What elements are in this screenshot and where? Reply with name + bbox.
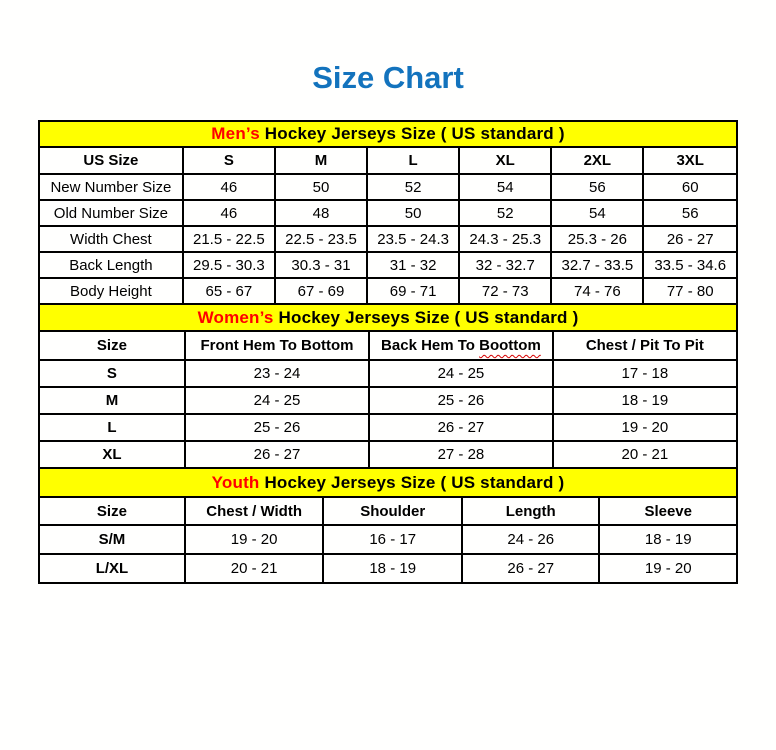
size-value-cell: 69 - 71 [367, 278, 459, 304]
size-value-cell: 19 - 20 [599, 554, 737, 583]
size-value-cell: 54 [551, 200, 643, 226]
size-value-cell: 23.5 - 24.3 [367, 226, 459, 252]
size-value-cell: 21.5 - 22.5 [183, 226, 275, 252]
mens-size-table [38, 120, 738, 305]
size-value-cell: 25 - 26 [185, 414, 369, 441]
size-value-cell: 46 [183, 174, 275, 200]
table-row [39, 278, 737, 304]
womens-size-table [38, 303, 738, 469]
column-header: 3XL [643, 147, 737, 174]
youth-size-table [38, 467, 738, 584]
mens-banner-row [39, 121, 737, 147]
column-header: US Size [39, 147, 183, 174]
row-label: L [39, 414, 185, 441]
size-value-cell: 56 [643, 200, 737, 226]
youth-banner [39, 468, 737, 497]
size-value-cell: 26 - 27 [369, 414, 553, 441]
row-label: Width Chest [39, 226, 183, 252]
column-header [369, 331, 553, 360]
table-row [39, 200, 737, 226]
column-header: Sleeve [599, 497, 737, 525]
size-value-cell: 24 - 25 [185, 387, 369, 414]
misspelled-word: Boottom [479, 337, 541, 354]
youth-size-section [38, 467, 738, 584]
mens-size-section [38, 120, 738, 305]
size-value-cell: 18 - 19 [323, 554, 462, 583]
row-label: M [39, 387, 185, 414]
size-value-cell: 52 [459, 200, 551, 226]
size-value-cell: 17 - 18 [553, 360, 737, 387]
size-value-cell: 50 [275, 174, 367, 200]
size-value-cell: 19 - 20 [185, 525, 324, 554]
mens-header-row [39, 147, 737, 174]
size-value-cell: 19 - 20 [553, 414, 737, 441]
row-label: New Number Size [39, 174, 183, 200]
table-row [39, 441, 737, 468]
column-header: L [367, 147, 459, 174]
banner-highlight-text: Women’s [197, 307, 274, 327]
page-title: Size Chart [312, 60, 464, 95]
size-value-cell: 27 - 28 [369, 441, 553, 468]
size-value-cell: 20 - 21 [553, 441, 737, 468]
column-header: 2XL [551, 147, 643, 174]
column-header: Size [39, 497, 185, 525]
column-header: Size [39, 331, 185, 360]
size-value-cell: 67 - 69 [275, 278, 367, 304]
womens-banner [39, 304, 737, 331]
table-row [39, 360, 737, 387]
column-header: Chest / Pit To Pit [553, 331, 737, 360]
size-value-cell: 18 - 19 [599, 525, 737, 554]
size-value-cell: 26 - 27 [643, 226, 737, 252]
size-value-cell: 24 - 26 [462, 525, 600, 554]
table-row [39, 525, 737, 554]
size-value-cell: 33.5 - 34.6 [643, 252, 737, 278]
size-value-cell: 50 [367, 200, 459, 226]
column-header: Length [462, 497, 600, 525]
row-label: Old Number Size [39, 200, 183, 226]
size-value-cell: 26 - 27 [185, 441, 369, 468]
womens-size-section [38, 303, 738, 469]
row-label: S [39, 360, 185, 387]
size-value-cell: 22.5 - 23.5 [275, 226, 367, 252]
banner-text: Hockey Jerseys Size ( US standard ) [259, 472, 565, 492]
size-value-cell: 31 - 32 [367, 252, 459, 278]
column-header: S [183, 147, 275, 174]
row-label: Back Length [39, 252, 183, 278]
table-row [39, 554, 737, 583]
size-value-cell: 60 [643, 174, 737, 200]
size-value-cell: 30.3 - 31 [275, 252, 367, 278]
size-value-cell: 54 [459, 174, 551, 200]
banner-highlight-text: Youth [211, 472, 260, 492]
mens-banner [39, 121, 737, 147]
table-row [39, 174, 737, 200]
table-row [39, 226, 737, 252]
size-value-cell: 24.3 - 25.3 [459, 226, 551, 252]
row-label: L/XL [39, 554, 185, 583]
table-row [39, 387, 737, 414]
size-value-cell: 26 - 27 [462, 554, 600, 583]
youth-header-row [39, 497, 737, 525]
size-value-cell: 56 [551, 174, 643, 200]
column-header: M [275, 147, 367, 174]
banner-highlight-text: Men’s [211, 124, 260, 143]
size-value-cell: 24 - 25 [369, 360, 553, 387]
youth-banner-row [39, 468, 737, 497]
size-value-cell: 72 - 73 [459, 278, 551, 304]
womens-header-row [39, 331, 737, 360]
column-header-text: Back Hem To [381, 337, 480, 354]
size-value-cell: 74 - 76 [551, 278, 643, 304]
size-value-cell: 48 [275, 200, 367, 226]
size-value-cell: 65 - 67 [183, 278, 275, 304]
column-header: Chest / Width [185, 497, 324, 525]
size-value-cell: 18 - 19 [553, 387, 737, 414]
row-label: Body Height [39, 278, 183, 304]
size-value-cell: 52 [367, 174, 459, 200]
size-value-cell: 77 - 80 [643, 278, 737, 304]
banner-text: Hockey Jerseys Size ( US standard ) [273, 307, 579, 327]
column-header: Shoulder [323, 497, 462, 525]
banner-text: Hockey Jerseys Size ( US standard ) [259, 124, 565, 143]
size-value-cell: 32.7 - 33.5 [551, 252, 643, 278]
size-value-cell: 29.5 - 30.3 [183, 252, 275, 278]
womens-banner-row [39, 304, 737, 331]
size-value-cell: 46 [183, 200, 275, 226]
row-label: XL [39, 441, 185, 468]
column-header: Front Hem To Bottom [185, 331, 369, 360]
size-value-cell: 16 - 17 [323, 525, 462, 554]
table-row [39, 414, 737, 441]
size-value-cell: 25.3 - 26 [551, 226, 643, 252]
column-header: XL [459, 147, 551, 174]
size-value-cell: 20 - 21 [185, 554, 324, 583]
size-value-cell: 23 - 24 [185, 360, 369, 387]
size-chart [38, 120, 738, 584]
size-value-cell: 25 - 26 [369, 387, 553, 414]
size-value-cell: 32 - 32.7 [459, 252, 551, 278]
row-label: S/M [39, 525, 185, 554]
table-row [39, 252, 737, 278]
